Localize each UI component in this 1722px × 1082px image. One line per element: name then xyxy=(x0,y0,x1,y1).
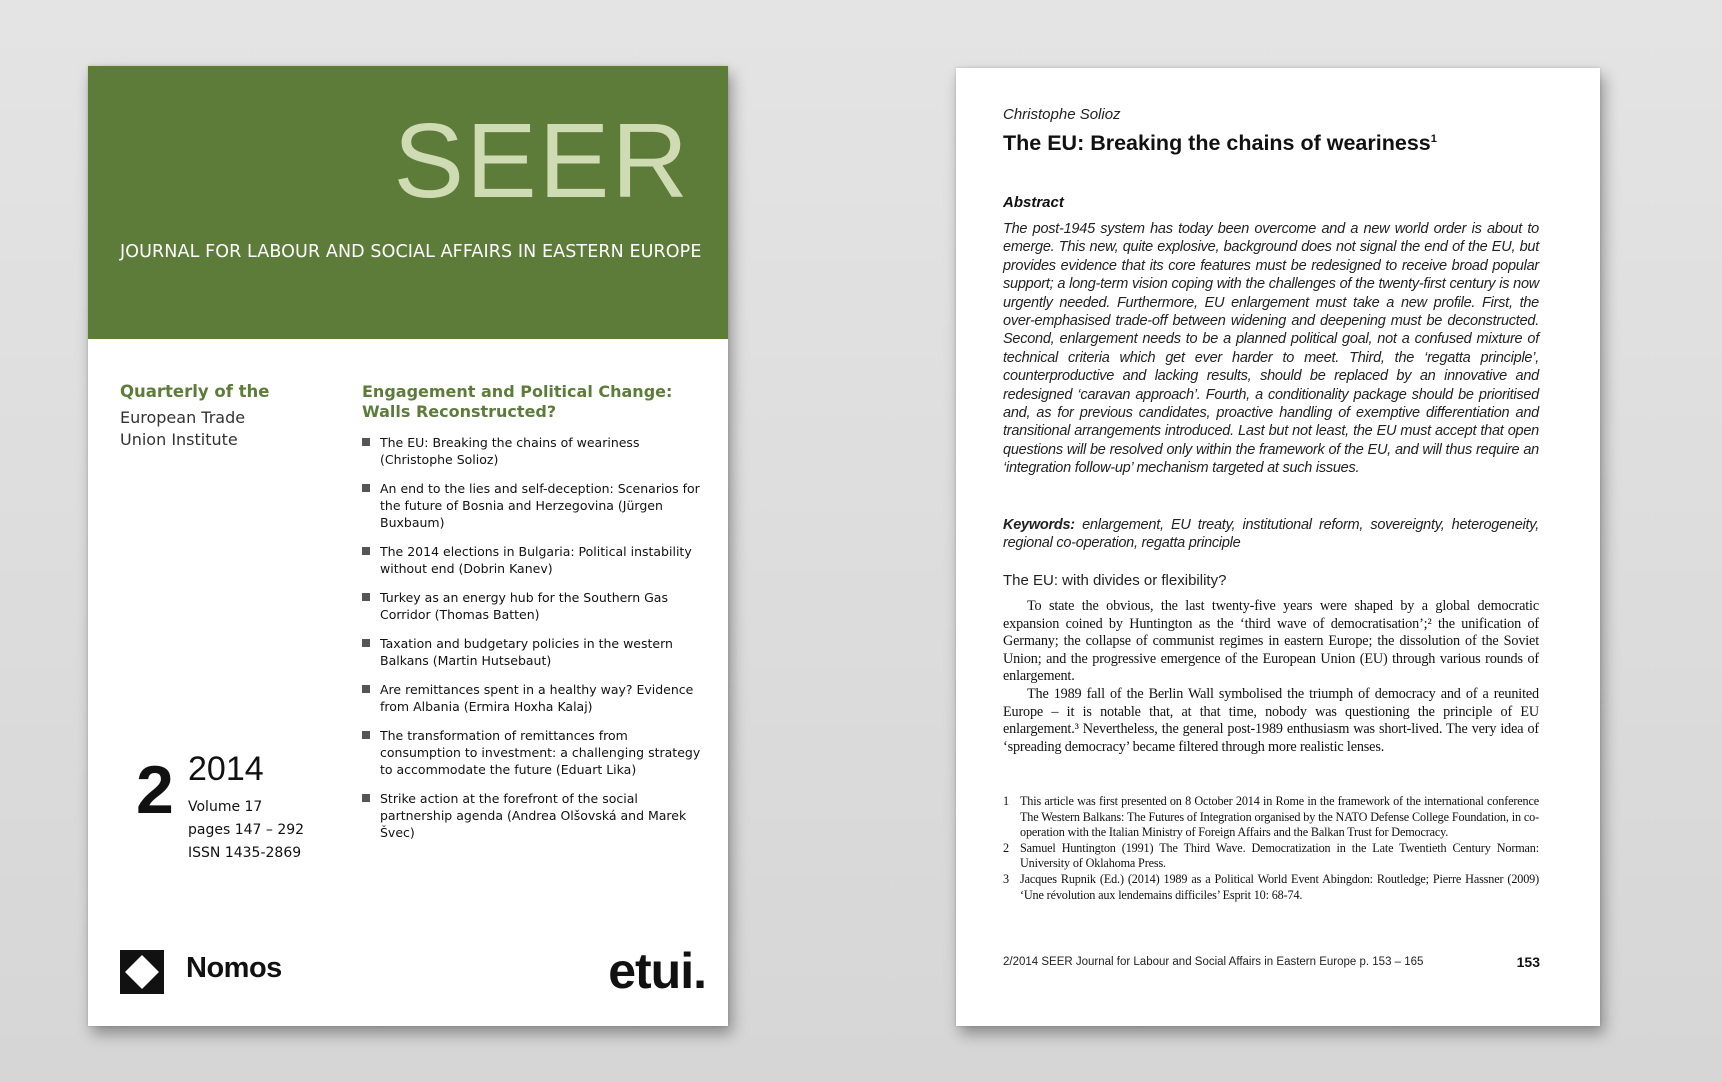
abstract-text: The post-1945 system has today been overcome and a new world order is about to emerge. This new, quite explosive, background does not signal the end of the EU, but provides evidence that its core features must be redesigned to receive broad popular support; a long-term vision coping with the challenges of the twenty-first century is now urgently needed. Furthermore, EU enlargement must take a new profile. First, the over-emphasised trade-off between widening and deepening must be deconstructed. Second, enlargement needs to be a planned political goal, not a confused mixture of technical criteria which get ever harder to meet. Third, the ‘regatta principle’, counterproductive and lacking results, should be replaced by an innovative and redesigned ‘caravan approach’. Fourth, a conditionality package should be prioritised and, as for previous candidates, proactive handling of exemptive differentiation and transitional arrangements introduced. Last but not least, the EU must accept that open questions will be resolved only within the framework of the EU, and will thus require an ‘integration follow-up’ mechanism targeted at such issues. xyxy=(1003,221,1539,477)
publisher-name: Nomos xyxy=(186,952,282,984)
issue-year: 2014 xyxy=(188,750,264,788)
footnote-number: 2 xyxy=(1003,840,1009,855)
square-bullet-icon xyxy=(362,731,370,739)
toc-item-text: Taxation and budgetary policies in the western Balkans (Martin Hutsebaut) xyxy=(380,636,673,668)
journal-subtitle: JOURNAL FOR LABOUR AND SOCIAL AFFAIRS IN EASTERN EUROPE xyxy=(120,242,702,262)
toc-item-text: Turkey as an energy hub for the Southern Gas Corridor (Thomas Batten) xyxy=(380,590,668,622)
abstract-heading: Abstract xyxy=(1003,194,1064,211)
title-footnote-marker: 1 xyxy=(1430,132,1437,145)
etui-logo: etui. xyxy=(608,943,706,999)
footnote xyxy=(1003,794,1539,841)
pages-range: pages 147 – 292 xyxy=(188,822,305,838)
issn: ISSN 1435-2869 xyxy=(188,845,302,861)
square-bullet-icon xyxy=(362,547,370,555)
footnote-number: 1 xyxy=(1003,794,1009,808)
footnote xyxy=(1003,872,1539,903)
body-paragraph: To state the obvious, the last twenty-five years were shaped by a global democratic expansion coined by Huntington as the ‘third wave of democratisation’;² the unification of Germany; the collapse of communist regimes in eastern Europe; the dissolution of the Soviet Union; and the progressive emergence of the European Union (EU) through various rounds of enlargement. xyxy=(1003,598,1539,685)
article-title-text: The EU: Breaking the chains of weariness xyxy=(1003,131,1431,155)
nomos-diamond-icon xyxy=(120,950,164,994)
keywords-label: Keywords: xyxy=(1003,517,1075,533)
article-title xyxy=(1003,131,1437,156)
footnote-number: 3 xyxy=(1003,871,1009,886)
toc-item xyxy=(362,589,708,623)
article-author: Christophe Solioz xyxy=(1003,106,1121,123)
square-bullet-icon xyxy=(362,593,370,601)
square-bullet-icon xyxy=(362,685,370,693)
footnote-text: Samuel Huntington (1991) The Third Wave. Democratization in the Late Twentieth Century Norman: University of Oklahoma Press. xyxy=(1020,840,1539,871)
toc-item-text: The transformation of remittances from consumption to investment: a challenging strategy to accommodate the future (Eduart Lika) xyxy=(380,728,701,777)
toc-item xyxy=(362,434,708,468)
quarterly-heading: Quarterly of the xyxy=(120,382,270,401)
quarterly-line-1: European Trade xyxy=(120,408,246,427)
issue-number: 2 xyxy=(136,752,174,828)
toc-item-text: The 2014 elections in Bulgaria: Political instability without end (Dobrin Kanev) xyxy=(380,544,692,576)
square-bullet-icon xyxy=(362,639,370,647)
volume: Volume 17 xyxy=(188,799,263,815)
journal-title: SEER xyxy=(393,102,690,220)
toc-item xyxy=(362,635,708,669)
article-body xyxy=(1003,598,1539,756)
square-bullet-icon xyxy=(362,484,370,492)
keywords xyxy=(1003,516,1539,553)
toc-item-text: The EU: Breaking the chains of weariness (Christophe Solioz) xyxy=(380,435,640,467)
footnote xyxy=(1003,841,1539,872)
footnotes xyxy=(1003,794,1539,903)
toc-item-text: Are remittances spent in a healthy way? Evidence from Albania (Ermira Hoxha Kalaj) xyxy=(380,682,694,714)
quarterly-line-2: Union Institute xyxy=(120,430,238,449)
toc-item xyxy=(362,727,708,778)
square-bullet-icon xyxy=(362,438,370,446)
toc-item xyxy=(362,543,708,577)
issue-meta xyxy=(188,796,304,865)
cover-header-band xyxy=(88,66,728,339)
keywords-text: enlargement, EU treaty, institutional reform, sovereignty, heterogeneity, regional co-operation, regatta principle xyxy=(1003,517,1539,552)
page-number: 153 xyxy=(1516,954,1540,970)
footnote-text: This article was first presented on 8 October 2014 in Rome in the framework of the international conference The Western Balkans: The Futures of Integration organised by the NATO Defense College Foundation, in co-operation with the Italian Ministry of Foreign Affairs and the Balkan Trust for Democracy. xyxy=(1020,794,1539,840)
square-bullet-icon xyxy=(362,794,370,802)
article-page xyxy=(956,68,1600,1026)
body-paragraph: The 1989 fall of the Berlin Wall symbolised the triumph of democracy and of a reunited Europe – it is notable that, at that time, nobody was questioning the principle of EU enlargement.³ Nevertheless, the general post-1989 enthusiasm was short-lived. The very idea of ‘spreading democracy’ became filtered through more realistic lenses. xyxy=(1003,685,1539,755)
toc-item xyxy=(362,480,708,531)
page-footer: 2/2014 SEER Journal for Labour and Social Affairs in Eastern Europe p. 153 – 165 xyxy=(1003,956,1424,968)
quarterly-block xyxy=(120,382,320,451)
section-heading: The EU: with divides or flexibility? xyxy=(1003,572,1227,589)
toc-item xyxy=(362,790,708,841)
toc-item-text: An end to the lies and self-deception: Scenarios for the future of Bosnia and Herzegovina (Jürgen Buxbaum) xyxy=(380,481,700,530)
toc-heading: Engagement and Political Change: Walls Reconstructed? xyxy=(362,382,673,421)
toc-item xyxy=(362,681,708,715)
footnote-text: Jacques Rupnik (Ed.) (2014) 1989 as a Political World Event Abingdon: Routledge; Pierre Hassner (2009) ‘Une révolution aux lendemains difficiles’ Esprit 10: 68-74. xyxy=(1020,871,1539,902)
toc-item-text: Strike action at the forefront of the social partnership agenda (Andrea Olšovská and Marek Švec) xyxy=(380,791,687,840)
table-of-contents xyxy=(362,382,708,853)
journal-cover xyxy=(88,66,728,1026)
